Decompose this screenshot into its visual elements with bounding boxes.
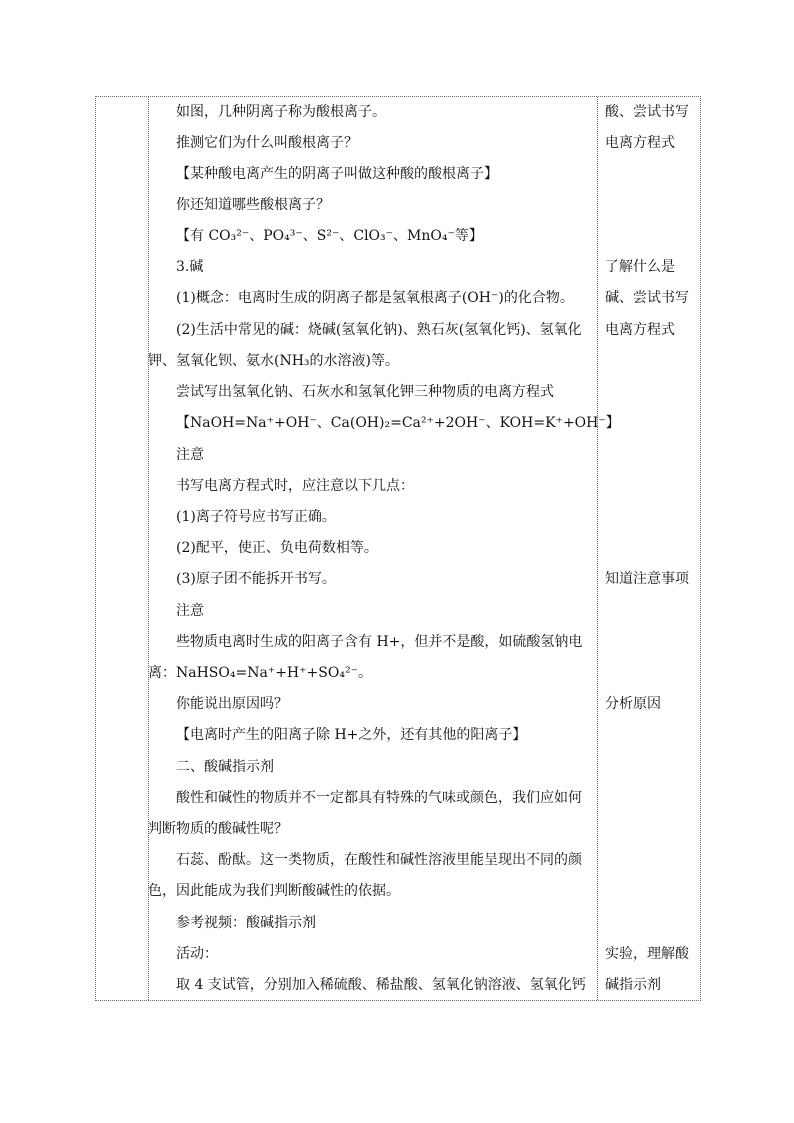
side-note: 碱指示剂 [605, 977, 661, 993]
side-note: 电离方程式 [605, 135, 675, 151]
section-heading: 3.碱 [176, 259, 204, 275]
main-line: 推测它们为什么叫酸根离子？ [176, 135, 358, 151]
note-label: 注意 [176, 603, 204, 619]
main-line: 书写电离方程式时，应注意以下几点： [176, 478, 414, 494]
main-line: 石蕊、酚酞。这一类物质，在酸性和碱性溶液里能呈现出不同的颜 [176, 852, 582, 868]
main-line: 些物质电离时生成的阳离子含有 H+，但并不是酸，如硫酸氢钠电 [176, 634, 583, 650]
side-note: 酸、尝试书写 [605, 104, 689, 120]
column-divider [148, 97, 149, 1000]
main-line: 【有 CO₃²⁻、PO₄³⁻、S²⁻、ClO₃⁻、MnO₄⁻等】 [176, 228, 483, 244]
main-line: 酸性和碱性的物质并不一定都具有特殊的气味或颜色，我们应如何 [176, 790, 582, 806]
side-note: 碱、尝试书写 [605, 290, 689, 306]
note-label: 注意 [176, 447, 204, 463]
main-line: (1)概念：电离时生成的阴离子都是氢氧根离子(OH⁻)的化合物。 [176, 290, 574, 306]
main-line: 色，因此能成为我们判断酸碱性的依据。 [148, 883, 400, 899]
main-line: 你能说出原因吗？ [176, 696, 288, 712]
main-line: 【NaOH=Na⁺+OH⁻、Ca(OH)₂=Ca²⁺+2OH⁻、KOH=K⁺+OH⁻】 [176, 415, 620, 431]
main-line: (2)配平，使正、负电荷数相等。 [176, 540, 378, 556]
main-line: 你还知道哪些酸根离子？ [176, 197, 330, 213]
main-line: 【电离时产生的阳离子除 H+之外，还有其他的阳离子】 [176, 727, 527, 743]
side-note: 实验，理解酸 [605, 946, 689, 962]
side-note: 知道注意事项 [605, 571, 689, 587]
main-line: (1)离子符号应书写正确。 [176, 509, 336, 525]
main-line: 离：NaHSO₄=Na⁺+H⁺+SO₄²⁻。 [148, 665, 372, 681]
column-divider [597, 97, 598, 1000]
side-note: 分析原因 [605, 696, 661, 712]
main-line: 如图，几种阴离子称为酸根离子。 [176, 104, 386, 120]
main-line: 参考视频：酸碱指示剂 [176, 915, 316, 931]
main-line: 活动： [176, 946, 218, 962]
side-note: 了解什么是 [605, 259, 675, 275]
main-line: 钾、氢氧化钡、氨水(NH₃的水溶液)等。 [148, 353, 399, 369]
main-line: (2)生活中常见的碱：烧碱(氢氧化钠)、熟石灰(氢氧化钙)、氢氧化 [176, 322, 582, 338]
main-line: 【某种酸电离产生的阴离子叫做这种酸的酸根离子】 [176, 166, 498, 182]
section-heading: 二、酸碱指示剂 [176, 759, 274, 775]
main-line: (3)原子团不能拆开书写。 [176, 571, 336, 587]
main-line: 判断物质的酸碱性呢？ [148, 821, 288, 837]
side-note: 电离方程式 [605, 322, 675, 338]
main-line: 尝试写出氢氧化钠、石灰水和氢氧化钾三种物质的电离方程式 [176, 384, 554, 400]
main-line: 取 4 支试管，分别加入稀硫酸、稀盐酸、氢氧化钠溶液、氢氧化钙 [176, 977, 586, 993]
